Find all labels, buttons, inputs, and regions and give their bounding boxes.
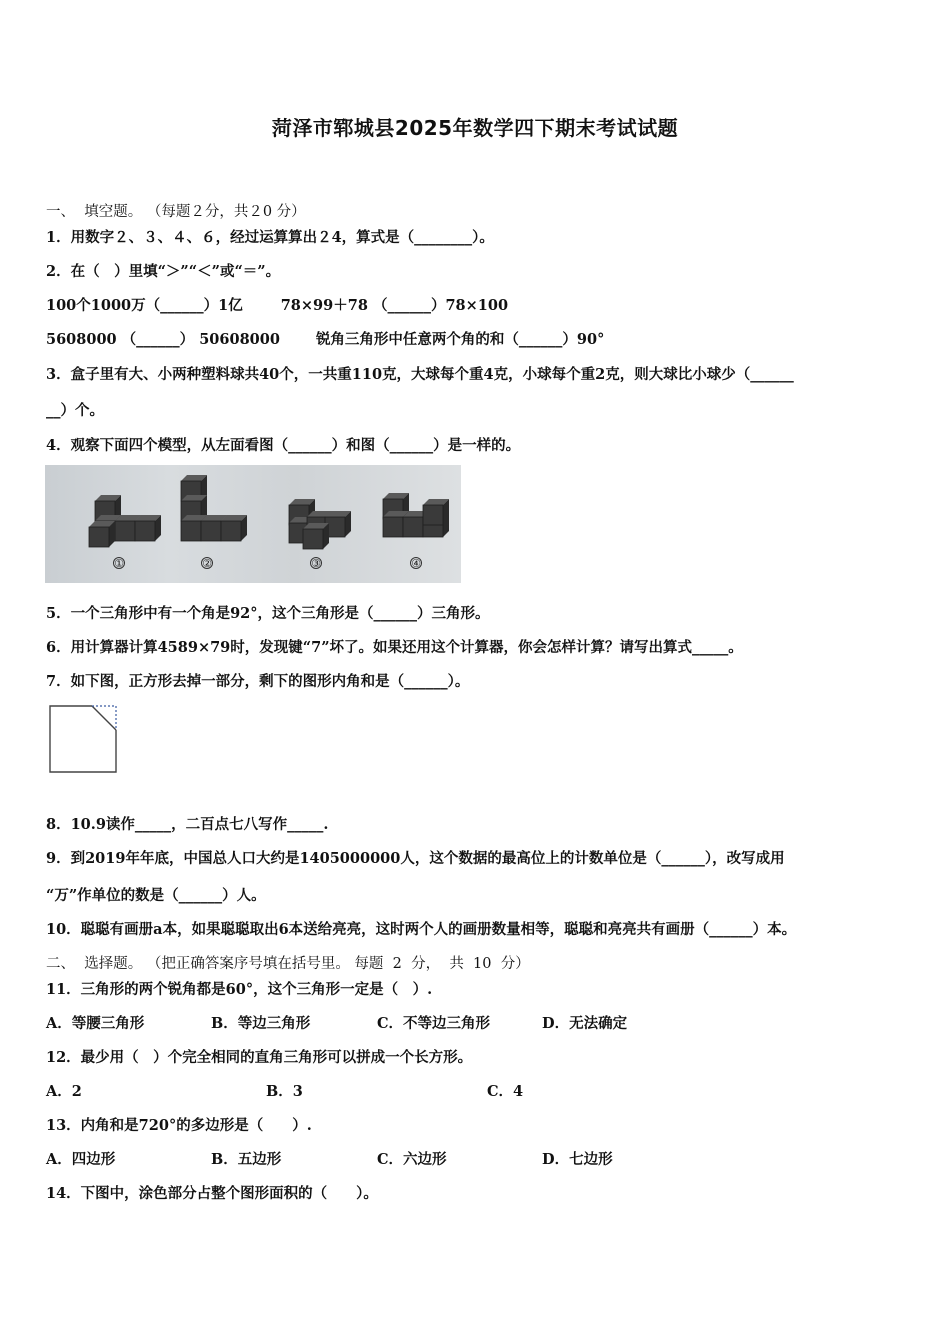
q11-option-b: B．等边三角形 — [211, 1015, 311, 1032]
question-7: 7．如下图，正方形去掉一部分，剩下的图形内角和是（______）。 — [46, 673, 470, 690]
figure-label-1: ① — [114, 557, 124, 570]
q12-option-c: C．4 — [487, 1083, 524, 1100]
q13-option-d: D．七边形 — [542, 1151, 613, 1168]
question-11: 11．三角形的两个锐角都是60°，这个三角形一定是（ ）. — [46, 981, 433, 998]
question-10: 10．聪聪有画册a本，如果聪聪取出6本送给亮亮，这时两个人的画册数量相等，聪聪和亮亮共有画册（______）本。 — [46, 921, 797, 938]
section-1-heading: 一、 填空题。 （每题２分，共２0 分） — [46, 204, 306, 220]
q13-option-b: B．五边形 — [211, 1151, 282, 1168]
page-title: 菏泽市郓城县2025年数学四下期末考试试题 — [271, 116, 679, 140]
question-13: 13．内角和是720°的多边形是（ ）. — [46, 1117, 312, 1134]
q13-option-c: C．六边形 — [377, 1151, 447, 1168]
figure-label-2: ② — [202, 557, 212, 570]
q11-option-d: D．无法确定 — [542, 1015, 628, 1032]
cube-model-2 — [181, 475, 247, 541]
cube-model-4 — [383, 493, 449, 537]
question-8: 8．10.9读作_____，二百点七八写作_____. — [46, 816, 329, 833]
question-2-item-c: 5608000 （______） 50608000 — [46, 331, 280, 348]
question-5: 5．一个三角形中有一个角是92°，这个三角形是（______）三角形。 — [46, 605, 490, 622]
question-2-row-1 — [46, 297, 508, 315]
question-1: 1．用数字２、３、４、６，经过运算算出２4，算式是（________）。 — [46, 229, 494, 246]
question-6: 6．用计算器计算4589×79时，发现键“7”坏了。如果还用这个计算器，你会怎样计算？请写出算式_____。 — [46, 639, 743, 656]
figure-label-3: ③ — [311, 557, 321, 570]
question-14: 14．下图中，涂色部分占整个图形面积的（ ）。 — [46, 1185, 378, 1202]
question-4: 4．观察下面四个模型，从左面看图（______）和图（______）是一样的。 — [46, 437, 521, 454]
cube-models-photo — [45, 465, 461, 583]
question-2-item-b: 78×99＋78 （______）78×100 — [280, 297, 509, 314]
question-3-line-1: 3．盒子里有大、小两种塑料球共40个，一共重110克，大球每个重4克，小球每个重2克，则大球比小球少（______ — [46, 366, 794, 383]
cube-model-3 — [289, 499, 351, 549]
q12-option-a: A．2 — [46, 1083, 82, 1100]
cut-square-figure — [48, 704, 122, 776]
q12-option-b: B．3 — [266, 1083, 303, 1100]
question-2-row-2 — [46, 331, 604, 349]
q11-option-c: C．不等边三角形 — [377, 1015, 491, 1032]
question-2-item-a: 100个1000万（______）1亿 — [46, 297, 243, 314]
question-3-line-2: __）个。 — [46, 402, 104, 419]
question-9-line-1: 9．到2019年年底，中国总人口大约是1405000000人，这个数据的最高位上的计数单位是（______），改写成用 — [46, 850, 785, 867]
question-2: 2．在（ ）里填“＞”“＜”或“＝”。 — [46, 263, 281, 280]
figure-label-4: ④ — [411, 557, 421, 570]
section-2-heading: 二、 选择题。 （把正确答案序号填在括号里。 每题 2 分， 共 10 分） — [46, 956, 530, 972]
question-2-item-d: 锐角三角形中任意两个角的和（______）90° — [315, 331, 605, 348]
q11-option-a: A．等腰三角形 — [46, 1015, 145, 1032]
question-12: 12．最少用（ ）个完全相同的直角三角形可以拼成一个长方形。 — [46, 1049, 473, 1066]
question-9-line-2: “万”作单位的数是（______）人。 — [46, 887, 266, 904]
q13-option-a: A．四边形 — [46, 1151, 116, 1168]
cube-model-1 — [89, 495, 161, 547]
